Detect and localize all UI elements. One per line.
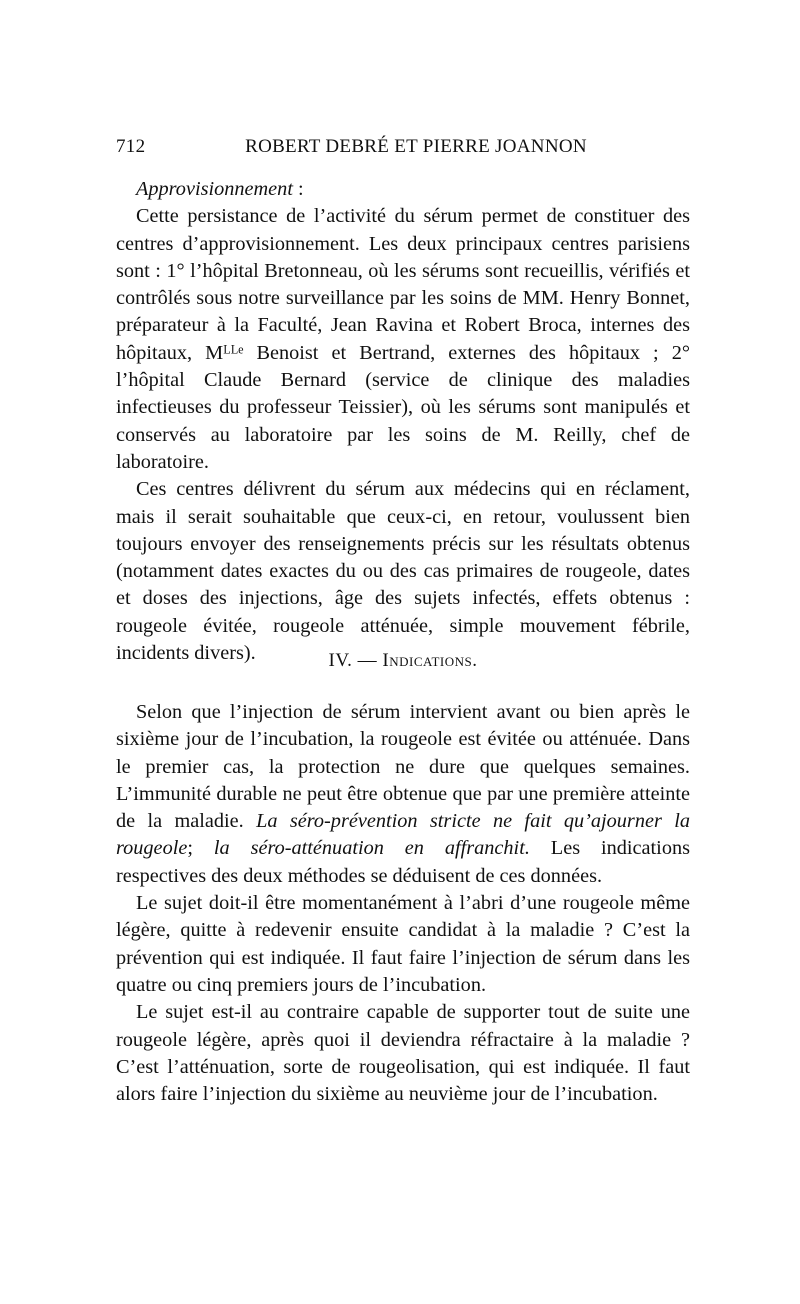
paragraph: Le sujet est-il au contraire capable de supporter tout de suite une rougeole légère, après quoi il deviendra réfractaire à la maladie ? C’est l’atténuation, sorte de rougeolisation, qui est indiquée. Il faut alors faire l’injection du sixième au neuvième jour de l’incubation. (116, 1001, 690, 1106)
paragraph: Ces centres délivrent du sérum aux médecins qui en réclament, mais il serait souhaitable que ceux-ci, en retour, voulussent bien toujours envoyer des renseignements précis sur les résultats obtenus (notamment dates exactes du ou des cas primaires de rougeole, dates et doses des injections, âge des sujets infectés, effets obtenus : rougeole évitée, rougeole atténuée, simple mouvement fébrile, incidents divers). (116, 478, 690, 665)
text-run: ; (187, 837, 214, 860)
text-run: Les indications respectives des deux méthodes se déduisent de ces données. (116, 837, 690, 887)
running-title: ROBERT DEBRÉ ET PIERRE JOANNON (245, 136, 587, 157)
section-numeral: IV. — (328, 650, 383, 671)
subheading: Approvisionnement (136, 178, 293, 200)
section-heading (116, 650, 690, 672)
subheading-suffix: : (292, 178, 304, 200)
emphasis: La séro-prévention stricte ne fait qu’ajourner la rougeole (116, 810, 690, 860)
emphasis: la séro-atténuation en affranchit. (213, 837, 530, 860)
running-header (116, 136, 690, 166)
paragraph: Le sujet doit-il être momentanément à l’abri d’une rougeole même légère, quitte à redevenir ensuite candidat à la maladie ? C’est la prévention qui est indiquée. Il faut faire l’injection de sérum dans les quatre ou cinq premiers jours de l’incubation. (116, 892, 690, 996)
indications-block (116, 699, 690, 1108)
paragraph (116, 699, 690, 890)
subheading-line (116, 176, 690, 203)
text-run: Selon que l’injection de sérum intervient avant ou bien après le sixième jour de l’incubation, la rougeole est évitée ou atténuée. Dans le premier cas, la protection ne dure que quelques semaines. L’immunité durable ne peut être obtenue que par une première atteinte de la maladie. (116, 701, 690, 833)
page-number: 712 (116, 136, 146, 157)
approvisionnement-block (116, 176, 690, 667)
paragraph: Cette persistance de l’activité du sérum permet de constituer des centres d’approvisionnement. Les deux principaux centres parisiens sont : 1° l’hôpital Bretonneau, où les sérums sont recueillis, vérifiés et contrôlés sous notre surveillance par les soins de MM. Henry Bonnet, préparateur à la Faculté, Jean Ravina et Robert Broca, internes des hôpitaux, Mᴸᴸᵉ Benoist et Bertrand, externes des hôpitaux ; 2° l’hôpital Claude Bernard (service de clinique des maladies infectieuses du professeur Teissier), où les sérums sont manipulés et conservés au laboratoire par les soins de M. Reilly, chef de laboratoire. (116, 205, 690, 473)
section-title: Indications. (382, 650, 478, 671)
